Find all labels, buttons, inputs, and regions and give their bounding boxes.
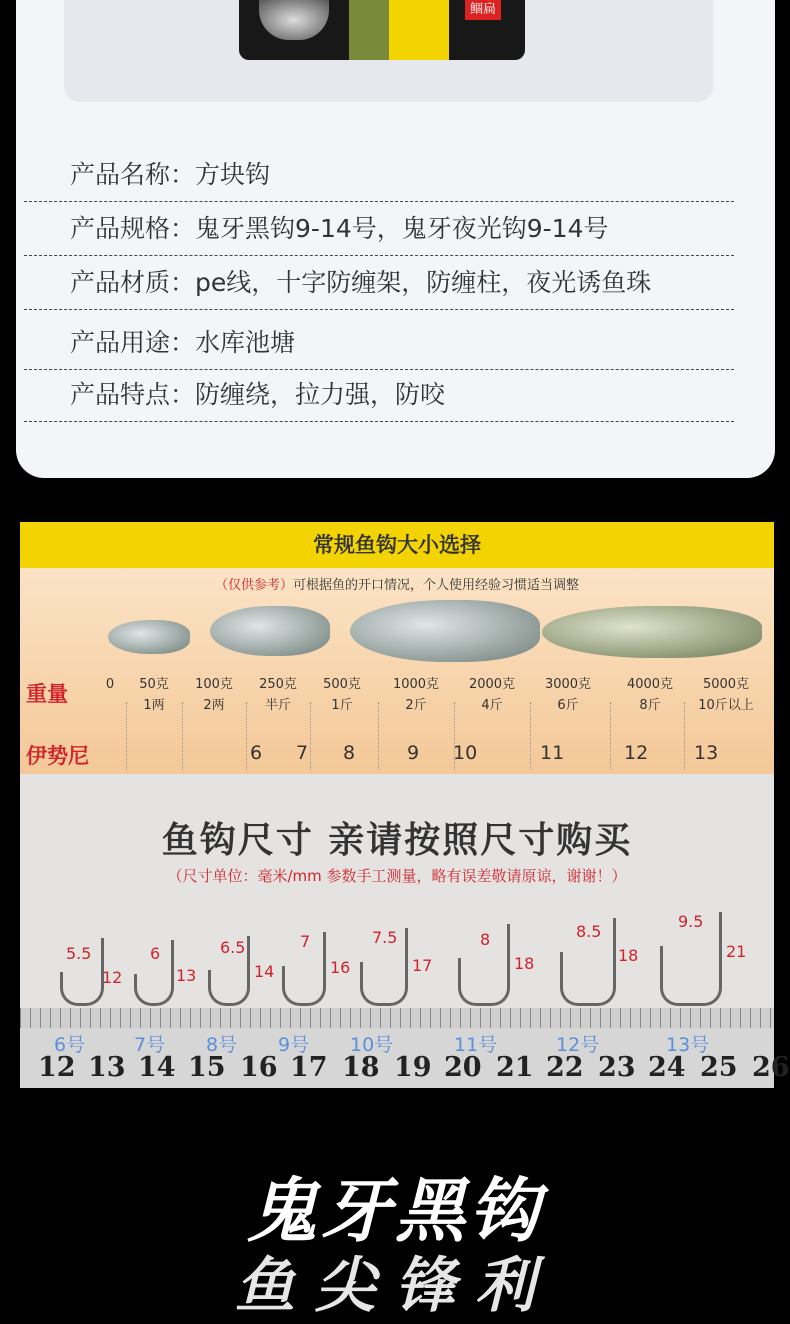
iseni-number: 8 — [343, 742, 356, 764]
weight-column: 4000克 8斤 — [626, 677, 674, 713]
hook-icon — [60, 972, 104, 1006]
divider — [246, 702, 247, 770]
ruler-number: 19 — [394, 1052, 432, 1083]
iseni-label: 伊势尼 — [26, 744, 89, 768]
hook-length: 14 — [254, 962, 275, 981]
hook-width: 5.5 — [66, 944, 92, 963]
weight-column: 250克 半斤 — [259, 677, 297, 713]
hook-icon — [560, 952, 616, 1006]
weight-column: 5000克 10斤以上 — [698, 677, 754, 713]
package-image — [239, 0, 525, 60]
iseni-number: 7 — [296, 742, 309, 764]
weight-column: 0 — [105, 677, 115, 692]
weight-column: 3000克 6斤 — [544, 677, 592, 713]
hook-number: 8号 — [206, 1034, 238, 1056]
package-badge: 鲴扁 — [465, 0, 501, 20]
spec-row-material: 产品材质：pe线，十字防缠架，防缠柱，夜光诱鱼珠 — [24, 256, 734, 310]
weight-column: 50克 1两 — [139, 677, 169, 713]
hook-length: 21 — [726, 942, 747, 961]
hook-width: 7.5 — [372, 928, 398, 947]
ruler-number: 24 — [648, 1052, 686, 1083]
chart-title: 常规鱼钩大小选择 — [20, 522, 774, 568]
size-title: 鱼钩尺寸 亲请按照尺寸购买 — [161, 820, 633, 861]
hook-number: 7号 — [134, 1034, 166, 1056]
hook-length: 17 — [412, 956, 433, 975]
ruler-number: 25 — [700, 1052, 738, 1083]
hook-icon — [208, 970, 250, 1006]
hook-width: 8.5 — [576, 922, 602, 941]
hook-length: 16 — [330, 958, 351, 977]
divider — [126, 702, 127, 770]
ruler-number: 16 — [240, 1052, 278, 1083]
fish-icon — [350, 600, 540, 662]
hook-width: 9.5 — [678, 912, 704, 931]
chart-note: （仅供参考）可根据鱼的开口情况，个人使用经验习惯适当调整 — [214, 578, 580, 593]
hook-icon — [134, 974, 174, 1006]
weight-column: 2000克 4斤 — [468, 677, 516, 713]
ruler-number: 18 — [342, 1052, 380, 1083]
iseni-number: 11 — [540, 742, 565, 764]
iseni-number: 12 — [624, 742, 649, 764]
iseni-number: 10 — [453, 742, 478, 764]
hook-width: 6.5 — [220, 938, 246, 957]
divider — [530, 702, 531, 770]
divider — [378, 702, 379, 770]
spec-row-spec: 产品规格：鬼牙黑钩9-14号，鬼牙夜光钩9-14号 — [24, 202, 734, 256]
fish-icon — [210, 606, 330, 656]
hook-length: 13 — [176, 966, 197, 985]
iseni-number: 13 — [694, 742, 719, 764]
hook-icon — [458, 958, 510, 1006]
hook-number: 9号 — [278, 1034, 310, 1056]
hook-width: 6 — [150, 944, 161, 963]
weight-column: 100克 2两 — [195, 677, 233, 713]
spec-row-name: 产品名称：方块钩 — [24, 148, 734, 202]
hook-length: 18 — [514, 954, 535, 973]
hook-length: 18 — [618, 946, 639, 965]
iseni-number: 9 — [407, 742, 420, 764]
hook-number: 11号 — [454, 1034, 498, 1056]
size-note: （尺寸单位：毫米/mm 参数手工测量，略有误差敬请原谅，谢谢！） — [167, 867, 627, 885]
hook-number: 6号 — [54, 1034, 86, 1056]
hook-width: 7 — [300, 932, 311, 951]
fish-weight-band — [20, 568, 774, 774]
hook-number: 12号 — [556, 1034, 600, 1056]
divider — [182, 702, 183, 770]
divider — [310, 702, 311, 770]
iseni-number: 6 — [250, 742, 263, 764]
hook-number: 13号 — [666, 1034, 710, 1056]
hook-size-chart — [20, 522, 790, 1088]
spec-row-usage: 产品用途：水库池塘 — [24, 316, 734, 370]
ruler-number: 21 — [496, 1052, 534, 1083]
headline: 鬼牙黑钩 — [247, 1170, 543, 1252]
ruler-number: 15 — [188, 1052, 226, 1083]
divider — [610, 702, 611, 770]
fish-icon — [542, 606, 762, 658]
ruler-number: 23 — [598, 1052, 636, 1083]
ruler-number: 17 — [290, 1052, 328, 1083]
hook-number: 10号 — [350, 1034, 394, 1056]
divider — [684, 702, 685, 770]
hook-icon — [282, 966, 326, 1006]
weight-label: 重量 — [26, 682, 68, 706]
hook-icon — [360, 962, 408, 1006]
ruler-number: 22 — [546, 1052, 584, 1083]
product-photo — [64, 0, 713, 102]
hook-length: 12 — [102, 968, 123, 987]
spec-row-feature: 产品特点：防缠绕，拉力强，防咬 — [24, 368, 734, 422]
ruler-number: 13 — [88, 1052, 126, 1083]
ruler-number: 12 — [38, 1052, 76, 1083]
hook-width: 8 — [480, 930, 491, 949]
ruler-number: 20 — [444, 1052, 482, 1083]
weight-column: 500克 1斤 — [323, 677, 361, 713]
fish-icon — [108, 620, 190, 654]
hook-icon — [660, 946, 722, 1006]
weight-column: 1000克 2斤 — [392, 677, 440, 713]
headline-secondary: 鱼尖锋利 — [235, 1251, 555, 1321]
ruler-number: 14 — [138, 1052, 176, 1083]
ruler-number: 26 — [752, 1052, 790, 1083]
